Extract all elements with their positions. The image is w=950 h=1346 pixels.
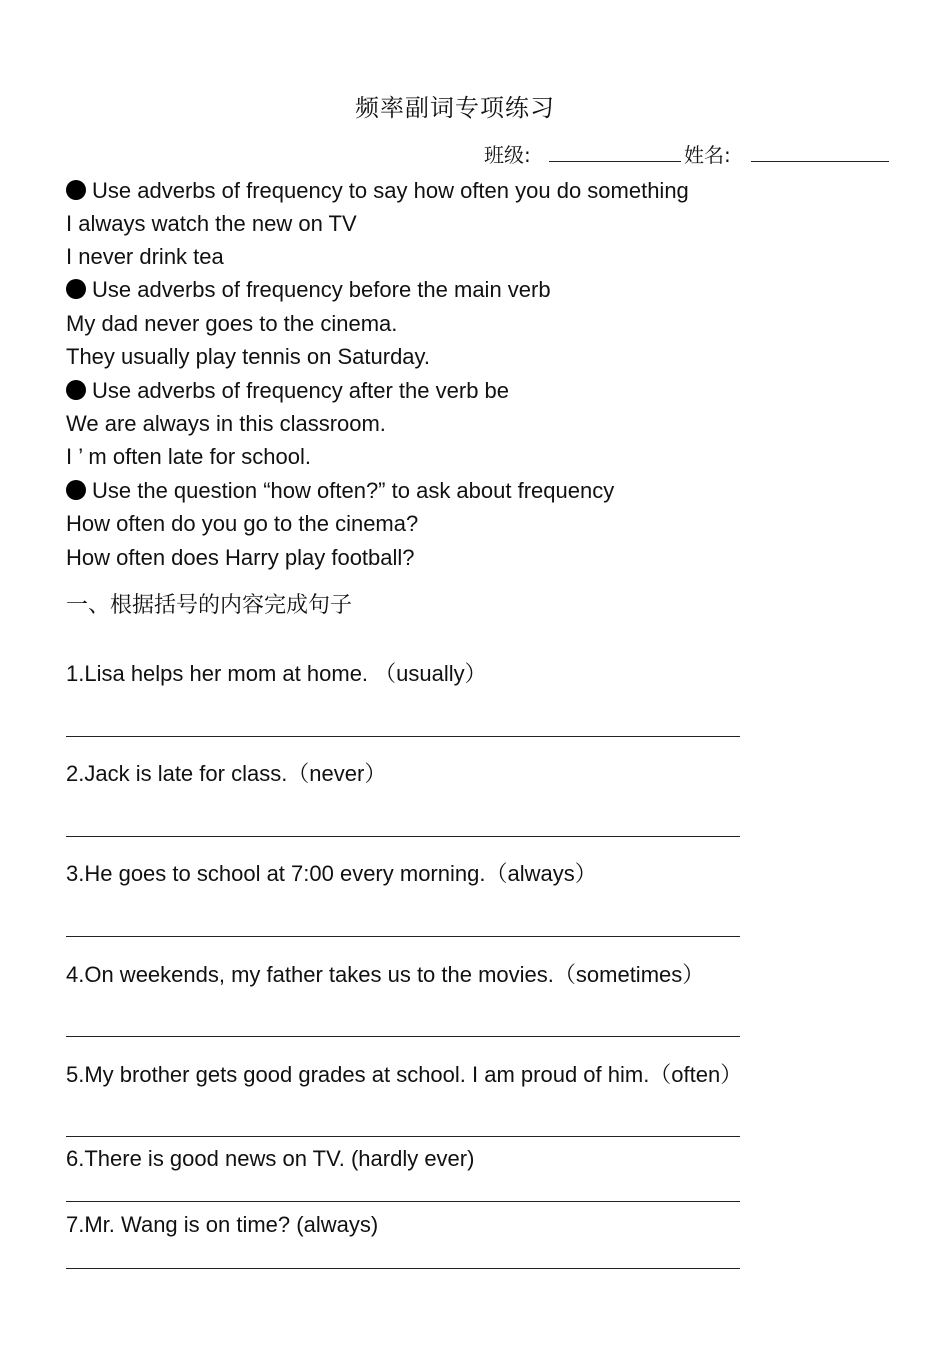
class-blank[interactable] [549, 143, 681, 162]
exercise-prompt: 1.Lisa helps her mom at home. （usually） [66, 661, 487, 686]
example-line: I always watch the new on TV [66, 211, 357, 236]
class-field [484, 139, 681, 168]
exercise-prompt: 6.There is good news on TV. (hardly ever) [66, 1146, 475, 1171]
example-line: How often does Harry play football? [66, 545, 415, 570]
rule-line: Use adverbs of frequency before the main verb [66, 275, 551, 305]
rule-line: Use the question “how often?” to ask about frequency [66, 476, 614, 506]
answer-line[interactable] [66, 836, 740, 837]
exercise-prompt: 5.My brother gets good grades at school. I am proud of him.（often） [66, 1062, 743, 1087]
exercise-prompt: 7.Mr. Wang is on time? (always) [66, 1212, 379, 1237]
rule-line: Use adverbs of frequency after the verb be [66, 376, 509, 406]
name-label: 姓名: [684, 143, 731, 167]
answer-line[interactable] [66, 1036, 740, 1037]
bullet-icon [66, 480, 86, 500]
answer-line[interactable] [66, 936, 740, 937]
name-field [684, 139, 889, 168]
example-line: My dad never goes to the cinema. [66, 311, 398, 336]
answer-line[interactable] [66, 1136, 740, 1137]
page-title: 频率副词专项练习 [355, 94, 555, 122]
section-title: 一、根据括号的内容完成句子 [66, 593, 353, 618]
bullet-icon [66, 380, 86, 400]
name-blank[interactable] [751, 143, 889, 162]
example-line: I ’ m often late for school. [66, 444, 311, 469]
rule-line: Use adverbs of frequency to say how often you do something [66, 176, 689, 206]
answer-line[interactable] [66, 1268, 740, 1269]
example-line: I never drink tea [66, 244, 224, 269]
example-line: How often do you go to the cinema? [66, 511, 419, 536]
answer-line[interactable] [66, 736, 740, 737]
bullet-icon [66, 180, 86, 200]
answer-line[interactable] [66, 1201, 740, 1202]
exercise-prompt: 2.Jack is late for class.（never） [66, 761, 387, 786]
example-line: We are always in this classroom. [66, 411, 386, 436]
example-line: They usually play tennis on Saturday. [66, 344, 431, 369]
bullet-icon [66, 279, 86, 299]
exercise-prompt: 4.On weekends, my father takes us to the movies.（sometimes） [66, 962, 705, 987]
class-label: 班级: [484, 143, 531, 167]
exercise-prompt: 3.He goes to school at 7:00 every morning.（always） [66, 861, 597, 886]
